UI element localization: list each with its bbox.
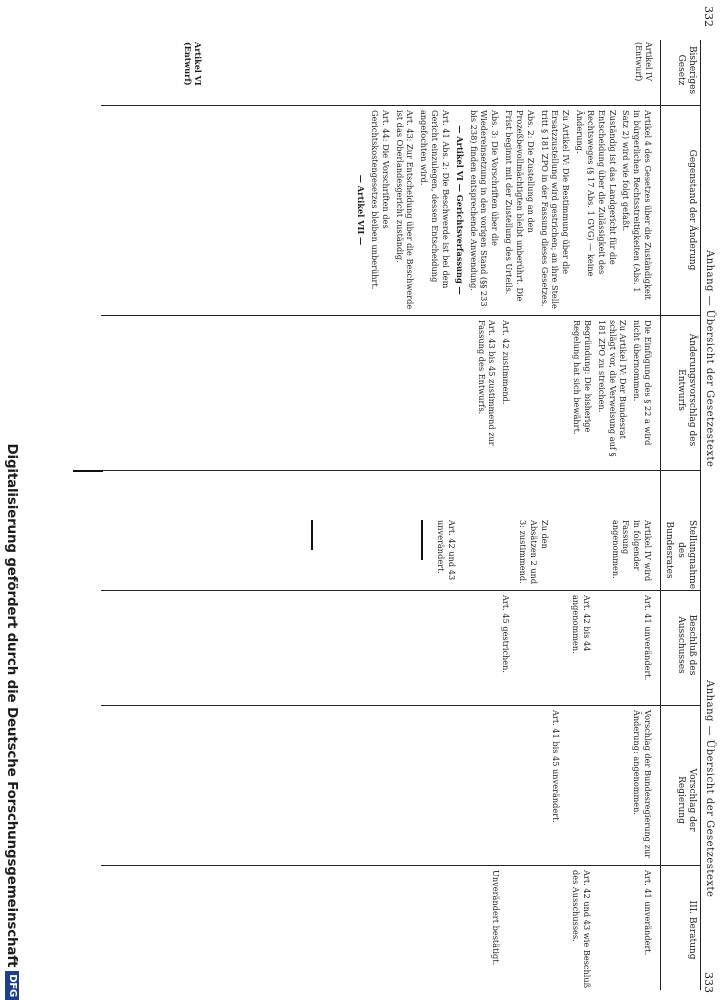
- subheading: — Artikel VII —: [356, 174, 367, 246]
- text-paragraph: Zu den Absätzen 2 und 3: zustimmend.: [518, 520, 550, 585]
- column-header-4: Stellungnahme des Bundesrates: [664, 520, 697, 590]
- text-paragraph: Art. 42 zustimmend.: [501, 320, 512, 405]
- column-rule: [101, 705, 701, 706]
- text-paragraph: Art. 41 unverändert.: [643, 595, 653, 681]
- text-paragraph: Art. 41 bis 45 unverändert.: [551, 710, 562, 824]
- running-head-right: Anhang — Übersicht der Gesetzestexte: [704, 680, 715, 898]
- text-paragraph: Abs. 2: Die Zustellung an den Prozeßbevollmächtigten bleibt unberührt. Die Frist beginnt mit der Zustellung des Urteils.: [504, 110, 536, 302]
- text-paragraph: Art. 43: Zur Entscheidung über die Beschwerde ist das Oberlandesgericht zuständig.: [394, 110, 416, 310]
- text-paragraph: Art. 42 und 43 wie Beschluß des Ausschusses.: [571, 870, 593, 989]
- text-column-6: [548, 710, 653, 860]
- text-paragraph: Unverändert bestätigt.: [490, 870, 501, 966]
- column-header-5: Beschluß des Ausschusses: [675, 614, 697, 676]
- text-paragraph: Zuständig ist das Landgericht für die Entscheidung über die Zulässigkeit des Rechtsweges (§ 17 Abs. 1 GVG) — keine Änderung.: [575, 110, 618, 277]
- column-header-3: Änderungsvorschlag des Entwurfs: [675, 333, 697, 447]
- text-paragraph: Zu Artikel IV: Die Bestimmung über die Ersatzzustellung wird gestrichen; an ihre Stelle tritt § 181 ZPO in der Fassung dieses Gesetzes.: [539, 110, 572, 309]
- text-column-4: [433, 520, 653, 586]
- text-paragraph: Art. 41 Abs. 2: Die Beschwerde ist bei dem Gericht einzulegen, dessen Entscheidung angefochten wird.: [419, 110, 451, 289]
- margin-note: Artikel IV (Entwurf): [633, 42, 653, 82]
- text-paragraph: Art. 45 gestrichen.: [500, 595, 511, 674]
- column-rule: [101, 590, 701, 591]
- text-paragraph: Artikel IV wird in folgender Fassung angenommen.: [610, 520, 653, 582]
- column-rule: [101, 315, 701, 316]
- text-paragraph: Art. 44: Die Vorschriften des Gerichtskostengesetzes bleiben unberührt.: [369, 110, 391, 290]
- text-column-5: [497, 595, 653, 700]
- margin-note: Artikel VI (Entwurf): [182, 42, 203, 86]
- dfg-logo: DFG: [5, 971, 19, 1000]
- text-column-2: [352, 110, 653, 310]
- text-paragraph: Begründung: Die bisherige Regelung hat sich bewährt.: [572, 320, 593, 435]
- text-paragraph: Art. 42 bis 44 angenommen.: [571, 595, 593, 654]
- page-number-left: 332: [702, 6, 715, 27]
- column-header-7: III. Beratung: [687, 900, 697, 960]
- scan-mark: [73, 470, 103, 472]
- column-rule: [101, 105, 701, 106]
- scan-mark: [421, 520, 423, 560]
- scan-mark: [311, 520, 313, 550]
- page-number-right: 333: [702, 972, 715, 993]
- header-top-rule: [700, 40, 701, 990]
- text-paragraph: Zu Artikel IV: Der Bundesrat schlägt vor, die Verweisung auf § 181 ZPO zu streichen.: [596, 320, 629, 457]
- text-paragraph: Art. 43 bis 45 zustimmend zur Fassung des Entwurfs.: [476, 320, 498, 446]
- funding-text: Digitalisierung gefördert durch die Deutsche Forschungsgemeinschaft: [4, 443, 20, 968]
- header-bottom-rule: [660, 40, 661, 990]
- text-paragraph: Die Einfügung des § 22 a wird nicht übernommen.: [632, 320, 653, 446]
- text-paragraph: Vorschlag der Bundesregierung zur Änderung: angenommen.: [632, 710, 653, 859]
- text-paragraph: Art. 41 unverändert.: [643, 870, 653, 956]
- column-header-1: Bisheriges Gesetz: [675, 45, 697, 95]
- running-head-left: Anhang — Übersicht der Gesetzestexte: [704, 250, 715, 468]
- column-rule: [101, 865, 701, 866]
- subheading: — Artikel VI — Gerichtsverfassung —: [454, 125, 465, 295]
- dfg-funding-footer: [0, 0, 23, 1000]
- text-column-3: [473, 320, 653, 465]
- column-header-2: Gegenstand der Änderung: [687, 149, 697, 271]
- text-paragraph: Artikel 4 des Gesetzes über die Zuständigkeit in bürgerlichen Rechtsstreitigkeiten (Abs. 1 Satz 2) wird wie folgt gefaßt.: [621, 110, 653, 300]
- text-paragraph: Abs. 3: Die Vorschriften über die Wiedereinsetzung in den vorigen Stand (§§ 233 bis 238) finden entsprechende Anwendung.: [468, 110, 501, 307]
- column-header-6: Vorschlag der Regierung: [675, 768, 697, 832]
- text-column-7: [487, 870, 653, 990]
- text-paragraph: Art. 42 und 43 unverändert.: [436, 520, 458, 581]
- column-rule: [101, 470, 701, 471]
